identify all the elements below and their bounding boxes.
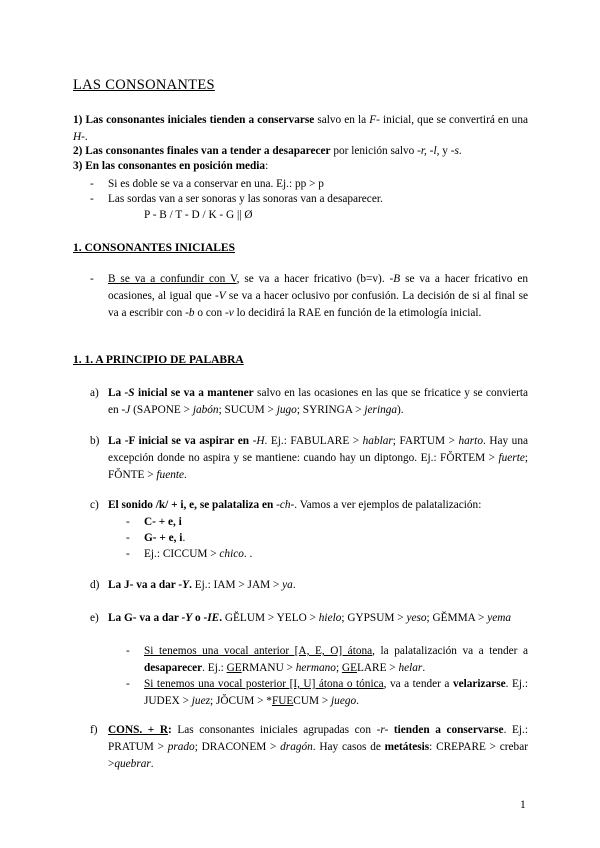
e-sub-1-end: . bbox=[422, 661, 426, 674]
e-sub-2-text: CUM > bbox=[293, 694, 332, 707]
e-sub-1-text: . Ej.: bbox=[202, 661, 227, 674]
f-text: . Hay casos de bbox=[312, 740, 385, 753]
consonant-scheme: P - B / T - D / K - G || Ø bbox=[144, 209, 253, 221]
e-ie: -IE bbox=[203, 612, 220, 624]
intro-3-end: : bbox=[265, 160, 269, 172]
d-y: -Y bbox=[178, 579, 190, 591]
item-c-label: c) bbox=[90, 499, 99, 511]
bullet-dash: - bbox=[126, 678, 130, 690]
e-sub-2 bbox=[144, 676, 528, 710]
c-text: . Vamos a ver ejemplos de palatalización: bbox=[294, 499, 482, 511]
a-jeringa: jeringa bbox=[364, 403, 398, 416]
s1-b-underlined: B se va a confundir con V bbox=[108, 273, 237, 285]
d-ya: ya bbox=[282, 579, 293, 591]
a-text: ). bbox=[397, 403, 404, 416]
f-text: . Ej.: PRATUM > bbox=[108, 724, 528, 753]
intro-2-s: -s bbox=[450, 145, 459, 157]
e-sub-2-end: . bbox=[356, 694, 359, 707]
e-sub-1-ge: GE bbox=[226, 661, 242, 674]
intro-1-h: H- bbox=[73, 130, 85, 143]
s1-v: -v bbox=[225, 306, 234, 319]
bullet-dash: - bbox=[90, 193, 94, 205]
a-text: salvo en las ocasiones en las que se fricatice y se convierta en bbox=[108, 387, 528, 416]
f-dragon: dragón bbox=[280, 740, 313, 753]
e-y: -Y bbox=[181, 612, 193, 624]
e-sub-2-fue: FUE bbox=[271, 694, 294, 707]
b-bold: La -F inicial se va aspirar en bbox=[108, 435, 253, 447]
a-text: (SAPONE > bbox=[130, 403, 193, 416]
item-d-text bbox=[108, 577, 296, 594]
c-ch: -ch- bbox=[276, 499, 295, 511]
a-bold: La bbox=[108, 387, 125, 399]
a-j: -J bbox=[121, 403, 131, 416]
e-text: GĔLUM > YELO > bbox=[222, 612, 319, 624]
item-b-text bbox=[108, 433, 528, 484]
s1-text: o con bbox=[194, 306, 226, 319]
c-sub-3-end: . . bbox=[243, 548, 253, 560]
bullet-dash: - bbox=[90, 273, 94, 285]
a-jugo: jugo bbox=[276, 403, 297, 416]
item-f-text bbox=[108, 722, 528, 773]
b-text: . Ej.: FABULARE > bbox=[264, 435, 363, 447]
intro-paragraph-3 bbox=[73, 158, 528, 175]
item-e-text bbox=[108, 610, 528, 627]
e-yema: yema bbox=[487, 612, 512, 624]
c-sub-3-text: Ej.: CICCUM > bbox=[144, 548, 220, 560]
e-sub-2-text: ; JŎCUM > bbox=[210, 694, 267, 707]
e-text: ; GYPSUM > bbox=[341, 612, 407, 624]
s1-text: lo decidirá la RAE en función de la etimología inicial. bbox=[233, 306, 482, 319]
e-sub-2-text: . Ej.: JUDEX > bbox=[144, 678, 528, 707]
s1-text: , se va a hacer fricativo (b=v). bbox=[236, 273, 390, 285]
f-quebrar: quebrar bbox=[114, 757, 151, 770]
f-text: . bbox=[150, 757, 154, 770]
f-bold: metátesis bbox=[384, 740, 430, 753]
a-bold: inicial se va a mantener bbox=[134, 387, 254, 399]
item-a-label: a) bbox=[90, 387, 99, 399]
d-bold: . bbox=[189, 579, 192, 591]
page-title: LAS CONSONANTES bbox=[73, 77, 215, 93]
b-fuerte: fuerte bbox=[498, 451, 525, 464]
intro-1-bold: 1) Las consonantes iniciales tienden a conservarse bbox=[73, 114, 315, 126]
e-sub-1 bbox=[144, 643, 528, 677]
bullet-dash: - bbox=[90, 178, 94, 190]
e-sub-2-juez: juez bbox=[191, 694, 210, 707]
intro-1-text-b: inicial, que se convertirá en una bbox=[379, 114, 528, 126]
e-sub-2-bold: velarizarse bbox=[452, 678, 506, 690]
b-text: ; FARTUM > bbox=[392, 435, 459, 447]
page-number: 1 bbox=[520, 799, 526, 811]
item-e-label: e) bbox=[90, 612, 99, 624]
s1-V: -V bbox=[214, 289, 226, 302]
intro-1-text-a: salvo en la bbox=[314, 114, 370, 126]
item-b-label: b) bbox=[90, 435, 100, 447]
c-sub-2 bbox=[144, 530, 185, 547]
bullet-dash: - bbox=[126, 548, 130, 560]
b-h: -H bbox=[252, 435, 265, 447]
e-sub-1-text: LARE > bbox=[356, 661, 399, 674]
intro-2-end: . bbox=[458, 145, 462, 157]
s1-text: se va a hacer oclusivo por confusión. La decisión de si al final se va a escribir con bbox=[108, 289, 528, 319]
b-fuente: fuente bbox=[156, 468, 185, 481]
intro-paragraph-1 bbox=[73, 112, 528, 146]
c-sub-2-end: . bbox=[182, 532, 186, 544]
f-text: ; DRACONEM > bbox=[194, 740, 281, 753]
section-1-paragraph bbox=[108, 271, 528, 322]
e-sub-1-bold: desaparecer bbox=[144, 661, 203, 674]
intro-2-text: por lenición salvo bbox=[330, 145, 418, 157]
c-sub-3 bbox=[144, 546, 252, 563]
section-1-1-heading: 1. 1. A PRINCIPIO DE PALABRA bbox=[73, 354, 244, 366]
b-text: . bbox=[184, 468, 187, 481]
b-hablar: hablar bbox=[362, 435, 393, 447]
e-sub-1-text: RMANU > bbox=[241, 661, 296, 674]
f-bold: tienden a conservarse bbox=[388, 724, 504, 736]
d-text: Ej.: IAM > JAM > bbox=[191, 579, 283, 591]
e-sub-2-juego: juego bbox=[331, 694, 357, 707]
section-1-heading: 1. CONSONANTES INICIALES bbox=[73, 242, 235, 254]
item-f-label: f) bbox=[90, 724, 98, 736]
s1-b: -b bbox=[185, 306, 195, 319]
intro-1-end: . bbox=[84, 130, 88, 143]
c-sub-1: C- + e, i bbox=[144, 516, 182, 528]
s1-B: -B bbox=[389, 273, 401, 285]
intro-bullet-2: Las sordas van a ser sonoras y las sonoras van a desaparecer. bbox=[108, 193, 383, 205]
a-text: ; SUCUM > bbox=[218, 403, 277, 416]
intro-3-bold: 3) En las consonantes en posición media bbox=[73, 160, 266, 172]
f-prado: prado bbox=[167, 740, 195, 753]
f-text: Las consonantes iniciales agrupadas con bbox=[171, 724, 377, 736]
e-sub-1-hermano: hermano bbox=[295, 661, 336, 674]
item-a-text bbox=[108, 385, 528, 419]
d-text: . bbox=[292, 579, 296, 591]
d-bold: La J- va a dar bbox=[108, 579, 179, 591]
e-bold: o bbox=[192, 612, 204, 624]
e-sub-2-underlined: Si tenemos una vocal posterior [I, U] átona o tónica bbox=[144, 678, 384, 690]
a-s: -S bbox=[124, 387, 135, 399]
c-sub-2-bold: G- + e, i bbox=[144, 532, 183, 544]
b-harto: harto bbox=[458, 435, 483, 447]
a-jabon: jabón bbox=[192, 403, 219, 416]
e-sub-1-helar: helar bbox=[398, 661, 423, 674]
f-bold-underlined: CONS. + R bbox=[108, 724, 168, 736]
item-c-text bbox=[108, 497, 528, 514]
bullet-dash: - bbox=[126, 516, 130, 528]
a-text: ; SYRINGA > bbox=[296, 403, 365, 416]
e-sub-1-ge2: GE bbox=[341, 661, 357, 674]
e-bold: . bbox=[219, 612, 223, 624]
e-text: ; GĔMMA > bbox=[426, 612, 488, 624]
e-sub-2-star: * bbox=[266, 694, 272, 707]
bullet-dash: - bbox=[126, 532, 130, 544]
b-text: . Hay una excepción donde no aspira y se mantiene: cuando hay un diptongo. Ej.: FŎRTEM > bbox=[108, 435, 528, 464]
c-sub-3-chico: chico bbox=[219, 548, 244, 560]
e-sub-1-underlined: Si tenemos una vocal anterior [A, E, O] átona bbox=[144, 645, 373, 657]
intro-2-rl: -r, -l, bbox=[417, 145, 440, 157]
f-text: : CREPARE > crebar > bbox=[108, 740, 528, 770]
bullet-dash: - bbox=[126, 645, 130, 657]
s1-text: se va a hacer fricativo en ocasiones, al igual que bbox=[108, 273, 528, 302]
intro-2-y: y bbox=[439, 145, 451, 157]
e-hielo: hielo bbox=[318, 612, 342, 624]
e-sub-1-text: ; bbox=[335, 661, 342, 674]
item-d-label: d) bbox=[90, 579, 100, 591]
e-bold: La G- va a dar bbox=[108, 612, 182, 624]
f-bold: : bbox=[167, 724, 172, 736]
c-bold: El sonido /k/ + i, e, se palataliza en bbox=[108, 499, 277, 511]
e-sub-1-text: , la palatalización va a tender a bbox=[372, 645, 528, 657]
intro-2-bold: 2) Las consonantes finales van a tender a desaparecer bbox=[73, 145, 331, 157]
intro-bullet-1: Si es doble se va a conservar en una. Ej.: pp > p bbox=[108, 178, 324, 190]
e-yeso: yeso bbox=[406, 612, 427, 624]
b-text: ; FŎNTE > bbox=[108, 451, 528, 481]
e-sub-2-text: , va a tender a bbox=[383, 678, 453, 690]
f-r: -r- bbox=[376, 724, 389, 736]
intro-1-f: F- bbox=[369, 114, 380, 126]
